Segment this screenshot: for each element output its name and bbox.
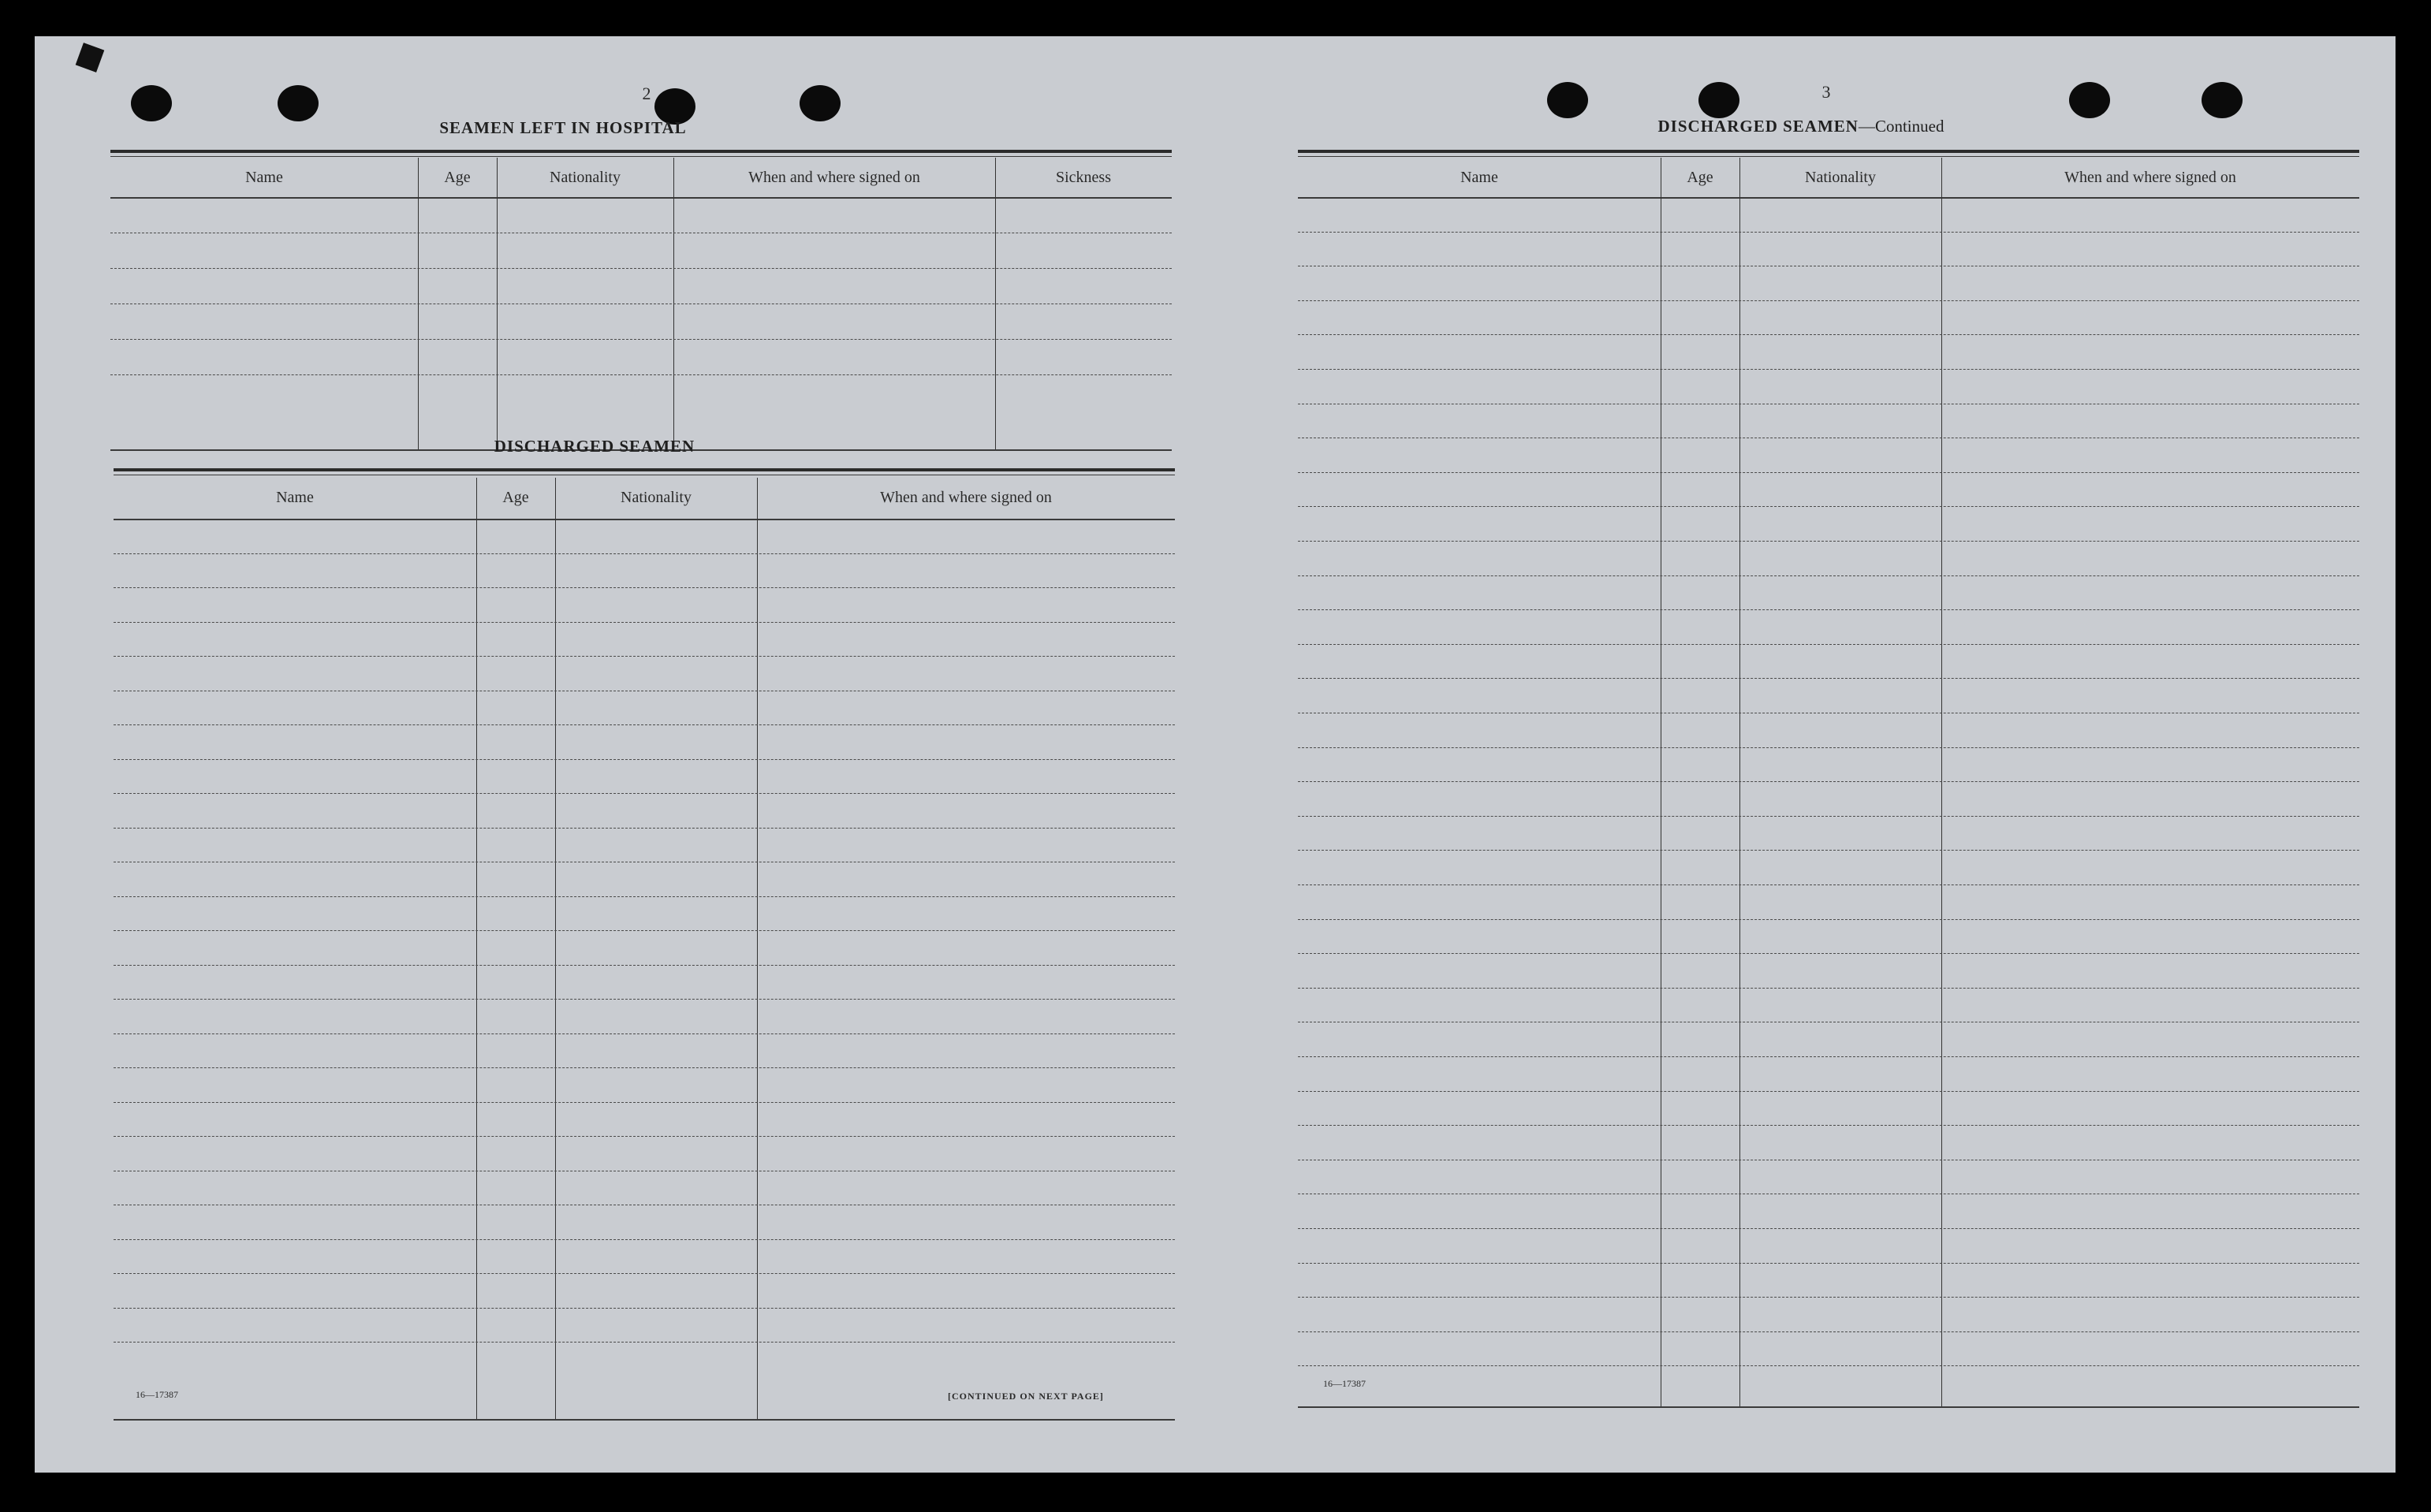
table-rule	[1298, 150, 2359, 153]
column-header-nationality: Nationality	[621, 489, 692, 506]
header-rule	[110, 197, 1172, 199]
punch-hole	[278, 85, 319, 121]
table-row	[114, 896, 1175, 897]
table-row	[114, 1239, 1175, 1240]
discharged-continued-title	[1580, 117, 2022, 136]
table-row	[1298, 232, 2359, 233]
discharged-table-right	[1298, 150, 2359, 1408]
punch-hole	[1547, 82, 1588, 118]
column-header-signed-on: When and where signed on	[2064, 169, 2236, 186]
table-row	[1298, 1263, 2359, 1264]
table-row	[1298, 884, 2359, 885]
table-row	[114, 999, 1175, 1000]
header-rule	[1298, 197, 2359, 199]
hospital-section-title: SEAMEN LEFT IN HOSPITAL	[439, 118, 687, 137]
table-row	[110, 339, 1172, 340]
column-divider	[555, 478, 556, 1419]
table-row	[1298, 369, 2359, 370]
form-number-left: 16—17387	[136, 1389, 178, 1400]
header-rule	[114, 519, 1175, 520]
table-row	[1298, 644, 2359, 645]
column-header-name: Name	[245, 169, 283, 186]
table-row	[1298, 953, 2359, 954]
column-header-sickness: Sickness	[1056, 169, 1111, 186]
table-row	[114, 622, 1175, 623]
punch-hole	[2202, 82, 2243, 118]
table-row	[1298, 816, 2359, 817]
table-row	[114, 828, 1175, 829]
table-row	[1298, 850, 2359, 851]
table-row	[1298, 1365, 2359, 1366]
table-row	[1298, 575, 2359, 576]
bottom-rule	[1298, 1406, 2359, 1408]
punch-hole	[1698, 82, 1739, 118]
column-header-signed-on: When and where signed on	[748, 169, 920, 186]
table-row	[114, 1342, 1175, 1343]
table-row	[1298, 472, 2359, 473]
column-header-age: Age	[1687, 169, 1713, 186]
table-rule	[110, 150, 1172, 153]
discharged-table-left	[114, 468, 1175, 1421]
punch-hole	[131, 85, 172, 121]
table-row	[1298, 678, 2359, 679]
table-row	[1298, 506, 2359, 507]
hospital-table	[110, 150, 1172, 451]
table-row	[114, 1102, 1175, 1103]
table-row	[1298, 919, 2359, 920]
column-header-age: Age	[444, 169, 471, 186]
table-row	[114, 553, 1175, 554]
table-row	[1298, 1091, 2359, 1092]
table-rule	[114, 468, 1175, 471]
column-divider	[757, 478, 758, 1419]
table-row	[1298, 988, 2359, 989]
punch-hole	[2069, 82, 2110, 118]
document-sheet	[35, 36, 2396, 1473]
table-row	[1298, 781, 2359, 782]
table-row	[1298, 1125, 2359, 1126]
table-rule	[110, 156, 1172, 157]
page-number-right: 3	[1821, 82, 1831, 102]
table-row	[1298, 609, 2359, 610]
table-row	[1298, 747, 2359, 748]
table-row	[114, 656, 1175, 657]
bottom-rule	[114, 1419, 1175, 1421]
discharged-section-title: DISCHARGED SEAMEN	[494, 437, 695, 456]
punch-hole	[800, 85, 841, 121]
column-header-name: Name	[276, 489, 314, 506]
table-rule	[1298, 156, 2359, 157]
table-row	[1298, 1228, 2359, 1229]
table-row	[1298, 300, 2359, 301]
table-row	[114, 1033, 1175, 1034]
form-number-right: 16—17387	[1323, 1378, 1366, 1389]
table-row	[114, 1273, 1175, 1274]
table-row	[114, 965, 1175, 966]
table-row	[114, 587, 1175, 588]
column-header-signed-on: When and where signed on	[880, 489, 1052, 506]
table-row	[1298, 1331, 2359, 1332]
page-number-left: 2	[642, 84, 651, 103]
column-divider	[476, 478, 477, 1419]
table-row	[1298, 1056, 2359, 1057]
table-row	[1298, 1297, 2359, 1298]
table-row	[114, 1136, 1175, 1137]
column-header-nationality: Nationality	[1805, 169, 1876, 186]
column-header-age: Age	[502, 489, 529, 506]
table-row	[110, 374, 1172, 375]
continued-note: [CONTINUED ON NEXT PAGE]	[948, 1391, 1104, 1402]
table-row	[114, 724, 1175, 725]
torn-corner-mark	[76, 43, 105, 73]
column-header-nationality: Nationality	[550, 169, 621, 186]
table-row	[110, 268, 1172, 269]
table-row	[114, 1067, 1175, 1068]
table-row	[114, 930, 1175, 931]
table-row	[114, 1308, 1175, 1309]
continued-suffix: —Continued	[1858, 117, 1944, 136]
table-row	[114, 759, 1175, 760]
discharged-title-text: DISCHARGED SEAMEN	[1657, 117, 1859, 136]
column-header-name: Name	[1460, 169, 1498, 186]
table-row	[1298, 334, 2359, 335]
table-row	[114, 793, 1175, 794]
table-row	[1298, 541, 2359, 542]
